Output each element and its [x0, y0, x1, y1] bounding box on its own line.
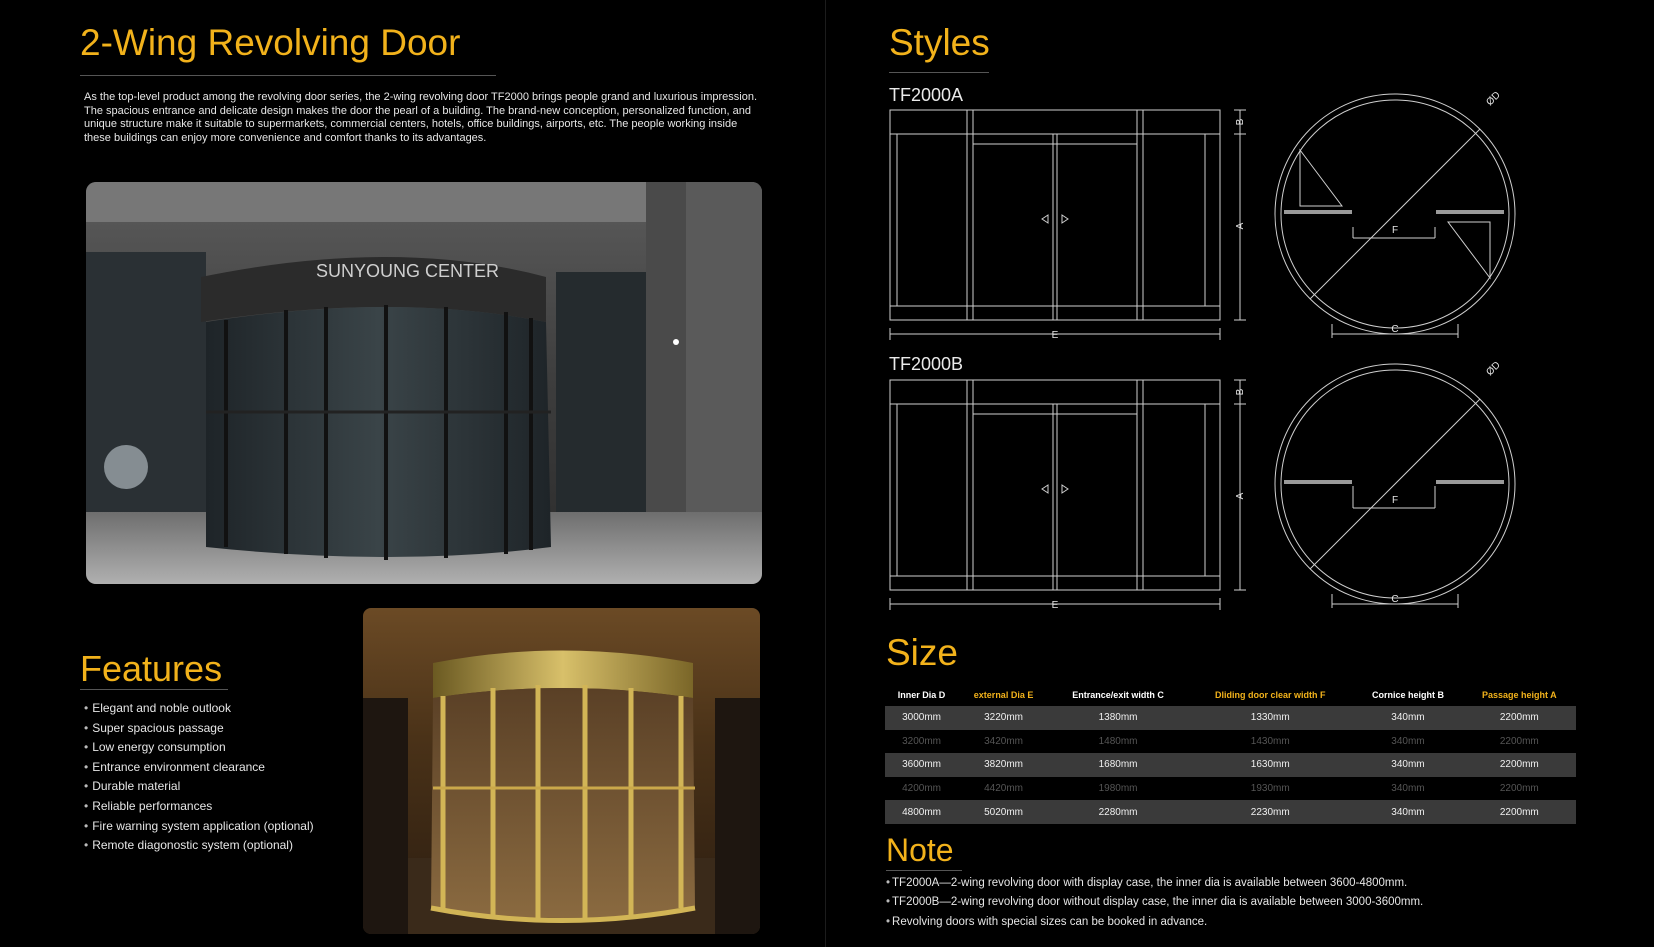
feature-item: • Entrance environment clearance — [84, 758, 314, 778]
table-cell: 340mm — [1391, 735, 1425, 747]
feature-item: • Elegant and noble outlook — [84, 699, 314, 719]
dim-c-label: C — [1391, 594, 1399, 605]
tf2000a-plan-drawing — [1270, 90, 1530, 340]
tf2000a-elevation-drawing — [885, 106, 1250, 342]
style-a-label: TF2000A — [889, 85, 964, 105]
table-row — [885, 777, 1576, 801]
header-cornice-height: Cornice height B — [1371, 690, 1444, 700]
dim-b-label: B — [1235, 118, 1246, 126]
table-cell: 4420mm — [984, 783, 1024, 795]
table-cell: 2230mm — [1187, 800, 1353, 824]
table-cell: 5020mm — [958, 800, 1049, 824]
table-cell: 3220mm — [958, 706, 1049, 730]
dim-d-label: ØD — [1484, 360, 1503, 379]
table-cell: 1380mm — [1049, 706, 1187, 730]
dim-a-label: A — [1235, 222, 1246, 230]
dim-a-label: A — [1235, 492, 1246, 500]
feature-item: • Low energy consumption — [84, 738, 314, 758]
table-cell: 4200mm — [902, 783, 942, 795]
size-table-header-row — [885, 684, 1576, 706]
table-cell: 3820mm — [958, 753, 1049, 777]
size-table — [885, 684, 1576, 824]
header-sliding-door-width: Dliding door clear width F — [1214, 690, 1326, 700]
dim-f-label: F — [1391, 225, 1399, 236]
size-title: Size — [886, 632, 958, 673]
header-passage-height: Passage height A — [1481, 690, 1557, 700]
table-cell: 340mm — [1391, 783, 1425, 795]
table-cell: 340mm — [1353, 753, 1462, 777]
tf2000b-plan-drawing — [1270, 360, 1530, 610]
table-cell: 340mm — [1353, 706, 1462, 730]
feature-item: • Fire warning system application (optional) — [84, 817, 314, 837]
table-cell: 3000mm — [885, 706, 958, 730]
table-cell: 2200mm — [1499, 783, 1539, 795]
note-title: Note — [886, 832, 954, 868]
photo-office-revolving-door — [86, 182, 762, 584]
table-cell: 1630mm — [1187, 753, 1353, 777]
feature-item: • Remote diagonostic system (optional) — [84, 836, 314, 856]
intro-paragraph: As the top-level product among the revolving door series, the 2-wing revolving door TF2000 brings people grand and luxurious impression. The spacious entrance and delicate design makes the door the pearl of a building. The brand-new conception, personalized function, and unique structure make it suitable to supermarkets, commercial centers, hotels, office buildings, airports, etc. The people working inside these buildings can enjoy more convenience and comfort thanks to its advantages. — [84, 91, 758, 145]
table-cell: 1330mm — [1187, 706, 1353, 730]
table-cell: 2200mm — [1499, 735, 1539, 747]
building-sign: SUNYOUNG CENTER — [316, 261, 500, 281]
header-inner-dia: Inner Dia D — [897, 690, 946, 700]
feature-item: • Reliable performances — [84, 797, 314, 817]
dim-f-label: F — [1391, 495, 1399, 506]
table-cell: 1430mm — [1250, 735, 1290, 747]
table-cell: 2200mm — [1463, 753, 1576, 777]
table-row — [885, 800, 1576, 824]
table-cell: 3200mm — [902, 735, 942, 747]
table-cell: 2200mm — [1463, 800, 1576, 824]
table-cell: 2200mm — [1463, 706, 1576, 730]
table-cell: 340mm — [1353, 800, 1462, 824]
feature-item: • Super spacious passage — [84, 719, 314, 739]
features-list — [84, 699, 314, 856]
table-row — [885, 706, 1576, 730]
title-underline — [80, 75, 496, 76]
dim-e-label: E — [1051, 330, 1059, 341]
note-list — [886, 874, 1423, 932]
table-row — [885, 753, 1576, 777]
table-cell: 4800mm — [885, 800, 958, 824]
note-underline — [886, 870, 962, 871]
tf2000b-elevation-drawing — [885, 376, 1250, 612]
table-cell: 1680mm — [1049, 753, 1187, 777]
style-b-label: TF2000B — [889, 354, 964, 374]
note-item: • TF2000A—2-wing revolving door with display case, the inner dia is available between 3600-4800mm. — [886, 874, 1423, 893]
table-cell: 2280mm — [1049, 800, 1187, 824]
page-divider — [825, 0, 826, 947]
features-title: Features — [80, 648, 223, 689]
table-cell: 3420mm — [984, 735, 1024, 747]
photo-gold-revolving-door — [363, 608, 760, 934]
feature-item: • Durable material — [84, 777, 314, 797]
styles-underline — [889, 72, 989, 73]
page-title: 2-Wing Revolving Door — [80, 22, 461, 63]
dim-e-label: E — [1051, 600, 1059, 611]
styles-title: Styles — [889, 22, 990, 63]
table-cell: 1930mm — [1250, 783, 1290, 795]
table-cell: 1980mm — [1098, 783, 1138, 795]
table-cell: 1480mm — [1098, 735, 1138, 747]
table-cell: 3600mm — [885, 753, 958, 777]
features-underline — [80, 689, 228, 690]
table-row — [885, 730, 1576, 754]
note-item: • TF2000B—2-wing revolving door without display case, the inner dia is available between 3000-3600mm. — [886, 893, 1423, 912]
dim-c-label: C — [1391, 324, 1399, 335]
dim-d-label: ØD — [1484, 90, 1503, 109]
header-external-dia: external Dia E — [973, 690, 1034, 700]
header-entrance-width: Entrance/exit width C — [1072, 690, 1164, 700]
note-item: • Revolving doors with special sizes can be booked in advance. — [886, 913, 1423, 932]
dim-b-label: B — [1235, 388, 1246, 396]
